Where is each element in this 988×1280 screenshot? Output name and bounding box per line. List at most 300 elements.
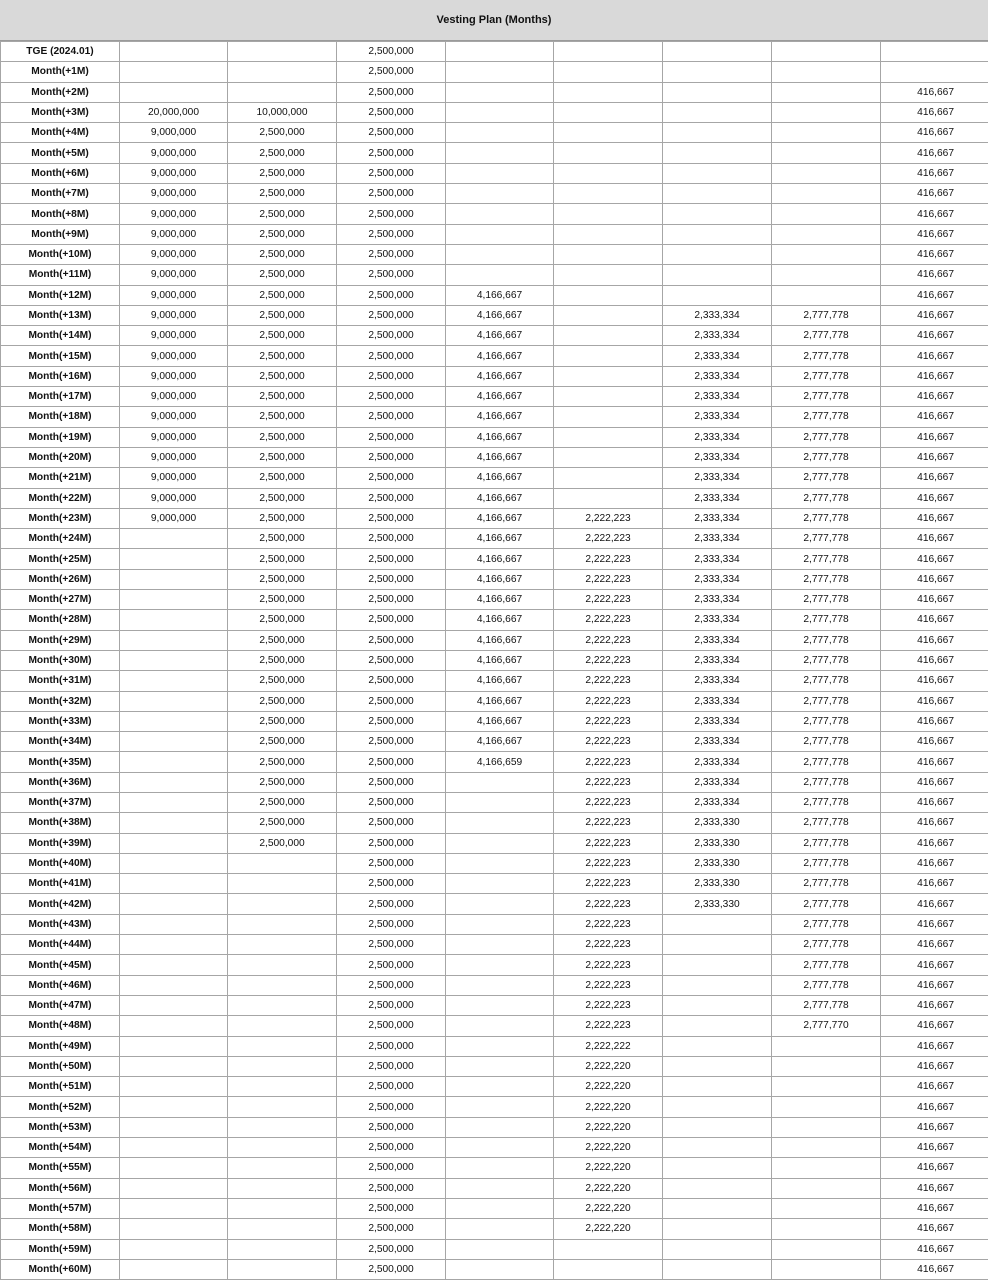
allocation-cell [663, 1239, 772, 1259]
allocation-cell: 416,667 [881, 833, 988, 853]
allocation-cell [120, 590, 228, 610]
allocation-cell: 2,333,334 [663, 427, 772, 447]
allocation-cell: 2,500,000 [337, 447, 446, 467]
table-row [1, 1117, 988, 1137]
allocation-cell: 416,667 [881, 711, 988, 731]
allocation-cell [554, 346, 663, 366]
allocation-cell: 4,166,667 [446, 447, 554, 467]
allocation-cell: 2,777,778 [772, 894, 881, 914]
row-label: Month(+48M) [1, 1016, 120, 1036]
allocation-cell [120, 1117, 228, 1137]
table-row [1, 975, 988, 995]
allocation-cell: 416,667 [881, 427, 988, 447]
allocation-cell: 2,777,770 [772, 1016, 881, 1036]
allocation-cell [120, 42, 228, 62]
allocation-cell: 9,000,000 [120, 123, 228, 143]
table-row [1, 955, 988, 975]
table-title: Vesting Plan (Months) [0, 0, 988, 41]
allocation-cell: 2,500,000 [228, 143, 337, 163]
allocation-cell: 2,333,334 [663, 387, 772, 407]
allocation-cell: 416,667 [881, 488, 988, 508]
row-label: Month(+41M) [1, 874, 120, 894]
row-label: Month(+36M) [1, 772, 120, 792]
allocation-cell: 2,500,000 [337, 1097, 446, 1117]
allocation-cell: 2,500,000 [337, 813, 446, 833]
table-row [1, 346, 988, 366]
allocation-cell [228, 1138, 337, 1158]
row-label: Month(+54M) [1, 1138, 120, 1158]
allocation-cell [772, 1259, 881, 1279]
allocation-cell: 2,777,778 [772, 752, 881, 772]
allocation-cell [554, 305, 663, 325]
allocation-cell: 2,500,000 [337, 955, 446, 975]
allocation-cell: 2,500,000 [228, 569, 337, 589]
row-label: Month(+21M) [1, 468, 120, 488]
allocation-cell: 2,222,223 [554, 549, 663, 569]
allocation-cell: 20,000,000 [120, 102, 228, 122]
allocation-cell: 2,777,778 [772, 569, 881, 589]
allocation-cell: 416,667 [881, 914, 988, 934]
allocation-cell: 2,500,000 [228, 488, 337, 508]
allocation-cell: 416,667 [881, 894, 988, 914]
row-label: Month(+51M) [1, 1077, 120, 1097]
allocation-cell [228, 42, 337, 62]
allocation-cell [120, 1198, 228, 1218]
allocation-cell [663, 143, 772, 163]
allocation-cell: 416,667 [881, 1158, 988, 1178]
allocation-cell [228, 874, 337, 894]
allocation-cell: 2,333,330 [663, 874, 772, 894]
allocation-cell: 2,222,220 [554, 1138, 663, 1158]
allocation-cell: 2,333,334 [663, 732, 772, 752]
table-row [1, 650, 988, 670]
table-row [1, 184, 988, 204]
allocation-cell [554, 163, 663, 183]
allocation-cell: 4,166,667 [446, 711, 554, 731]
allocation-cell: 416,667 [881, 1117, 988, 1137]
allocation-cell: 9,000,000 [120, 407, 228, 427]
row-label: Month(+42M) [1, 894, 120, 914]
table-row [1, 935, 988, 955]
allocation-cell [554, 102, 663, 122]
allocation-cell: 2,777,778 [772, 427, 881, 447]
allocation-cell [772, 184, 881, 204]
row-label: Month(+50M) [1, 1056, 120, 1076]
allocation-cell [446, 204, 554, 224]
allocation-cell: 416,667 [881, 772, 988, 792]
allocation-cell: 9,000,000 [120, 184, 228, 204]
table-row [1, 813, 988, 833]
allocation-cell [228, 1036, 337, 1056]
allocation-cell: 2,500,000 [228, 244, 337, 264]
allocation-cell: 2,500,000 [228, 671, 337, 691]
allocation-cell: 2,777,778 [772, 630, 881, 650]
allocation-cell: 4,166,667 [446, 590, 554, 610]
allocation-cell: 2,500,000 [337, 732, 446, 752]
allocation-cell [554, 1239, 663, 1259]
allocation-cell [554, 143, 663, 163]
allocation-cell: 2,500,000 [228, 123, 337, 143]
table-row [1, 265, 988, 285]
row-label: Month(+10M) [1, 244, 120, 264]
allocation-cell [446, 1219, 554, 1239]
allocation-cell [446, 772, 554, 792]
allocation-cell [228, 1259, 337, 1279]
allocation-cell [663, 82, 772, 102]
row-label: Month(+28M) [1, 610, 120, 630]
allocation-cell: 2,500,000 [337, 1178, 446, 1198]
allocation-cell: 2,333,334 [663, 488, 772, 508]
allocation-cell [228, 1198, 337, 1218]
row-label: Month(+31M) [1, 671, 120, 691]
row-label: Month(+3M) [1, 102, 120, 122]
allocation-cell [772, 123, 881, 143]
row-label: Month(+59M) [1, 1239, 120, 1259]
allocation-cell: 416,667 [881, 326, 988, 346]
allocation-cell: 2,222,223 [554, 792, 663, 812]
allocation-cell [554, 204, 663, 224]
allocation-cell [228, 894, 337, 914]
allocation-cell [446, 62, 554, 82]
allocation-cell [446, 143, 554, 163]
row-label: Month(+58M) [1, 1219, 120, 1239]
allocation-cell [663, 123, 772, 143]
vesting-table-body [1, 42, 988, 1280]
allocation-cell: 416,667 [881, 305, 988, 325]
allocation-cell [663, 955, 772, 975]
allocation-cell [228, 1097, 337, 1117]
allocation-cell: 416,667 [881, 285, 988, 305]
row-label: TGE (2024.01) [1, 42, 120, 62]
row-label: Month(+39M) [1, 833, 120, 853]
allocation-cell: 2,500,000 [337, 123, 446, 143]
table-row [1, 691, 988, 711]
allocation-cell: 416,667 [881, 650, 988, 670]
allocation-cell [881, 62, 988, 82]
allocation-cell [120, 894, 228, 914]
allocation-cell [772, 1097, 881, 1117]
row-label: Month(+46M) [1, 975, 120, 995]
allocation-cell [120, 833, 228, 853]
allocation-cell [772, 1056, 881, 1076]
allocation-cell: 2,500,000 [228, 265, 337, 285]
row-label: Month(+33M) [1, 711, 120, 731]
allocation-cell: 2,333,334 [663, 529, 772, 549]
allocation-cell [446, 975, 554, 995]
allocation-cell: 2,500,000 [228, 590, 337, 610]
allocation-cell [120, 772, 228, 792]
allocation-cell [228, 1239, 337, 1259]
allocation-cell: 2,500,000 [337, 285, 446, 305]
allocation-cell: 4,166,667 [446, 366, 554, 386]
allocation-cell [554, 1259, 663, 1279]
row-label: Month(+22M) [1, 488, 120, 508]
allocation-cell [663, 285, 772, 305]
allocation-cell [772, 1117, 881, 1137]
allocation-cell [446, 833, 554, 853]
allocation-cell [663, 184, 772, 204]
table-row [1, 1198, 988, 1218]
allocation-cell: 4,166,667 [446, 732, 554, 752]
allocation-cell: 416,667 [881, 1178, 988, 1198]
table-row [1, 1056, 988, 1076]
allocation-cell: 2,222,220 [554, 1117, 663, 1137]
allocation-cell [446, 265, 554, 285]
allocation-cell [446, 914, 554, 934]
table-row [1, 894, 988, 914]
allocation-cell: 9,000,000 [120, 244, 228, 264]
allocation-cell: 416,667 [881, 468, 988, 488]
allocation-cell: 2,500,000 [337, 305, 446, 325]
allocation-cell [663, 1178, 772, 1198]
allocation-cell: 2,777,778 [772, 650, 881, 670]
allocation-cell [772, 1077, 881, 1097]
allocation-cell: 2,500,000 [228, 184, 337, 204]
allocation-cell: 4,166,667 [446, 387, 554, 407]
allocation-cell: 2,333,334 [663, 366, 772, 386]
allocation-cell [120, 1036, 228, 1056]
allocation-cell: 416,667 [881, 265, 988, 285]
allocation-cell: 2,500,000 [228, 650, 337, 670]
allocation-cell: 2,777,778 [772, 447, 881, 467]
row-label: Month(+16M) [1, 366, 120, 386]
table-row [1, 1016, 988, 1036]
allocation-cell: 2,500,000 [337, 1239, 446, 1259]
allocation-cell [772, 1138, 881, 1158]
allocation-cell: 2,500,000 [228, 711, 337, 731]
table-row [1, 42, 988, 62]
allocation-cell: 416,667 [881, 955, 988, 975]
allocation-cell [663, 1259, 772, 1279]
allocation-cell: 2,500,000 [337, 1219, 446, 1239]
allocation-cell [772, 163, 881, 183]
allocation-cell: 2,222,223 [554, 650, 663, 670]
allocation-cell: 2,777,778 [772, 305, 881, 325]
allocation-cell: 4,166,667 [446, 346, 554, 366]
allocation-cell [120, 1219, 228, 1239]
allocation-cell [446, 42, 554, 62]
allocation-cell: 416,667 [881, 975, 988, 995]
allocation-cell: 4,166,667 [446, 529, 554, 549]
allocation-cell [554, 244, 663, 264]
allocation-cell: 2,500,000 [337, 691, 446, 711]
allocation-cell [120, 792, 228, 812]
allocation-cell [554, 62, 663, 82]
allocation-cell: 416,667 [881, 366, 988, 386]
allocation-cell: 2,777,778 [772, 468, 881, 488]
allocation-cell: 416,667 [881, 102, 988, 122]
allocation-cell [120, 569, 228, 589]
allocation-cell: 416,667 [881, 204, 988, 224]
row-label: Month(+12M) [1, 285, 120, 305]
allocation-cell: 2,333,334 [663, 447, 772, 467]
allocation-cell [446, 1056, 554, 1076]
allocation-cell [881, 42, 988, 62]
allocation-cell: 2,333,334 [663, 792, 772, 812]
allocation-cell [228, 914, 337, 934]
allocation-cell [228, 82, 337, 102]
row-label: Month(+5M) [1, 143, 120, 163]
allocation-cell: 2,222,223 [554, 590, 663, 610]
allocation-cell: 2,333,334 [663, 752, 772, 772]
allocation-cell: 2,500,000 [337, 671, 446, 691]
allocation-cell [228, 1178, 337, 1198]
allocation-cell: 2,500,000 [337, 204, 446, 224]
allocation-cell [554, 468, 663, 488]
allocation-cell: 2,333,334 [663, 346, 772, 366]
table-row [1, 1239, 988, 1259]
table-row [1, 1259, 988, 1279]
allocation-cell [446, 1138, 554, 1158]
allocation-cell [663, 1138, 772, 1158]
allocation-cell [120, 1239, 228, 1259]
allocation-cell [120, 995, 228, 1015]
allocation-cell [772, 285, 881, 305]
row-label: Month(+18M) [1, 407, 120, 427]
allocation-cell: 2,500,000 [228, 305, 337, 325]
table-row [1, 833, 988, 853]
allocation-cell: 416,667 [881, 82, 988, 102]
allocation-cell: 416,667 [881, 244, 988, 264]
allocation-cell [554, 42, 663, 62]
allocation-cell: 2,500,000 [228, 772, 337, 792]
allocation-cell: 2,500,000 [337, 1198, 446, 1218]
allocation-cell [120, 650, 228, 670]
allocation-cell [772, 143, 881, 163]
allocation-cell: 9,000,000 [120, 163, 228, 183]
allocation-cell: 2,500,000 [337, 772, 446, 792]
allocation-cell [772, 224, 881, 244]
allocation-cell [772, 1158, 881, 1178]
allocation-cell [120, 914, 228, 934]
allocation-cell: 416,667 [881, 671, 988, 691]
allocation-cell: 416,667 [881, 752, 988, 772]
allocation-cell: 2,333,334 [663, 650, 772, 670]
allocation-cell: 2,500,000 [337, 610, 446, 630]
allocation-cell [772, 244, 881, 264]
allocation-cell: 2,500,000 [228, 468, 337, 488]
allocation-cell [663, 995, 772, 1015]
allocation-cell [120, 630, 228, 650]
allocation-cell: 2,500,000 [337, 488, 446, 508]
allocation-cell [228, 935, 337, 955]
allocation-cell: 2,777,778 [772, 366, 881, 386]
allocation-cell [772, 1198, 881, 1218]
allocation-cell: 2,333,334 [663, 468, 772, 488]
allocation-cell: 2,777,778 [772, 853, 881, 873]
allocation-cell: 2,500,000 [228, 813, 337, 833]
table-row [1, 123, 988, 143]
allocation-cell [120, 1097, 228, 1117]
allocation-cell: 416,667 [881, 1036, 988, 1056]
row-label: Month(+7M) [1, 184, 120, 204]
row-label: Month(+56M) [1, 1178, 120, 1198]
allocation-cell [120, 1158, 228, 1178]
allocation-cell: 4,166,667 [446, 407, 554, 427]
allocation-cell: 2,222,223 [554, 874, 663, 894]
allocation-cell [446, 1178, 554, 1198]
allocation-cell: 2,222,222 [554, 1036, 663, 1056]
allocation-cell [663, 1117, 772, 1137]
allocation-cell: 2,500,000 [337, 853, 446, 873]
allocation-cell: 2,500,000 [228, 387, 337, 407]
allocation-cell: 4,166,659 [446, 752, 554, 772]
allocation-cell: 2,500,000 [228, 732, 337, 752]
allocation-cell: 2,500,000 [337, 427, 446, 447]
allocation-cell: 2,500,000 [228, 204, 337, 224]
allocation-cell: 2,500,000 [337, 508, 446, 528]
allocation-cell [446, 1097, 554, 1117]
allocation-cell [120, 732, 228, 752]
allocation-cell: 416,667 [881, 792, 988, 812]
allocation-cell: 2,500,000 [337, 82, 446, 102]
allocation-cell: 2,500,000 [228, 366, 337, 386]
allocation-cell: 4,166,667 [446, 427, 554, 447]
allocation-cell: 2,500,000 [228, 508, 337, 528]
allocation-cell: 2,222,223 [554, 732, 663, 752]
table-row [1, 102, 988, 122]
allocation-cell: 2,333,330 [663, 833, 772, 853]
allocation-cell: 2,777,778 [772, 772, 881, 792]
allocation-cell: 416,667 [881, 1138, 988, 1158]
allocation-cell [663, 1056, 772, 1076]
table-row [1, 874, 988, 894]
allocation-cell: 2,500,000 [337, 366, 446, 386]
allocation-cell [554, 447, 663, 467]
allocation-cell [663, 1219, 772, 1239]
table-row [1, 447, 988, 467]
allocation-cell [120, 1178, 228, 1198]
allocation-cell: 416,667 [881, 529, 988, 549]
allocation-cell [446, 813, 554, 833]
allocation-cell: 4,166,667 [446, 569, 554, 589]
row-label: Month(+13M) [1, 305, 120, 325]
allocation-cell [663, 1016, 772, 1036]
row-label: Month(+57M) [1, 1198, 120, 1218]
table-row [1, 1138, 988, 1158]
allocation-cell [446, 102, 554, 122]
allocation-cell: 2,500,000 [228, 529, 337, 549]
allocation-cell [446, 1077, 554, 1097]
allocation-cell: 416,667 [881, 1077, 988, 1097]
allocation-cell: 2,500,000 [228, 224, 337, 244]
allocation-cell [772, 62, 881, 82]
row-label: Month(+20M) [1, 447, 120, 467]
row-label: Month(+24M) [1, 529, 120, 549]
row-label: Month(+29M) [1, 630, 120, 650]
allocation-cell: 4,166,667 [446, 630, 554, 650]
allocation-cell: 2,500,000 [228, 630, 337, 650]
row-label: Month(+25M) [1, 549, 120, 569]
table-row [1, 326, 988, 346]
allocation-cell: 2,222,220 [554, 1056, 663, 1076]
allocation-cell: 2,222,223 [554, 813, 663, 833]
row-label: Month(+9M) [1, 224, 120, 244]
table-row [1, 1097, 988, 1117]
allocation-cell: 2,500,000 [337, 244, 446, 264]
row-label: Month(+55M) [1, 1158, 120, 1178]
allocation-cell: 4,166,667 [446, 549, 554, 569]
allocation-cell [772, 1036, 881, 1056]
allocation-cell: 4,166,667 [446, 610, 554, 630]
allocation-cell [554, 488, 663, 508]
allocation-cell [663, 163, 772, 183]
allocation-cell: 4,166,667 [446, 691, 554, 711]
allocation-cell: 2,500,000 [337, 630, 446, 650]
table-row [1, 1036, 988, 1056]
allocation-cell: 2,500,000 [337, 184, 446, 204]
allocation-cell: 9,000,000 [120, 326, 228, 346]
